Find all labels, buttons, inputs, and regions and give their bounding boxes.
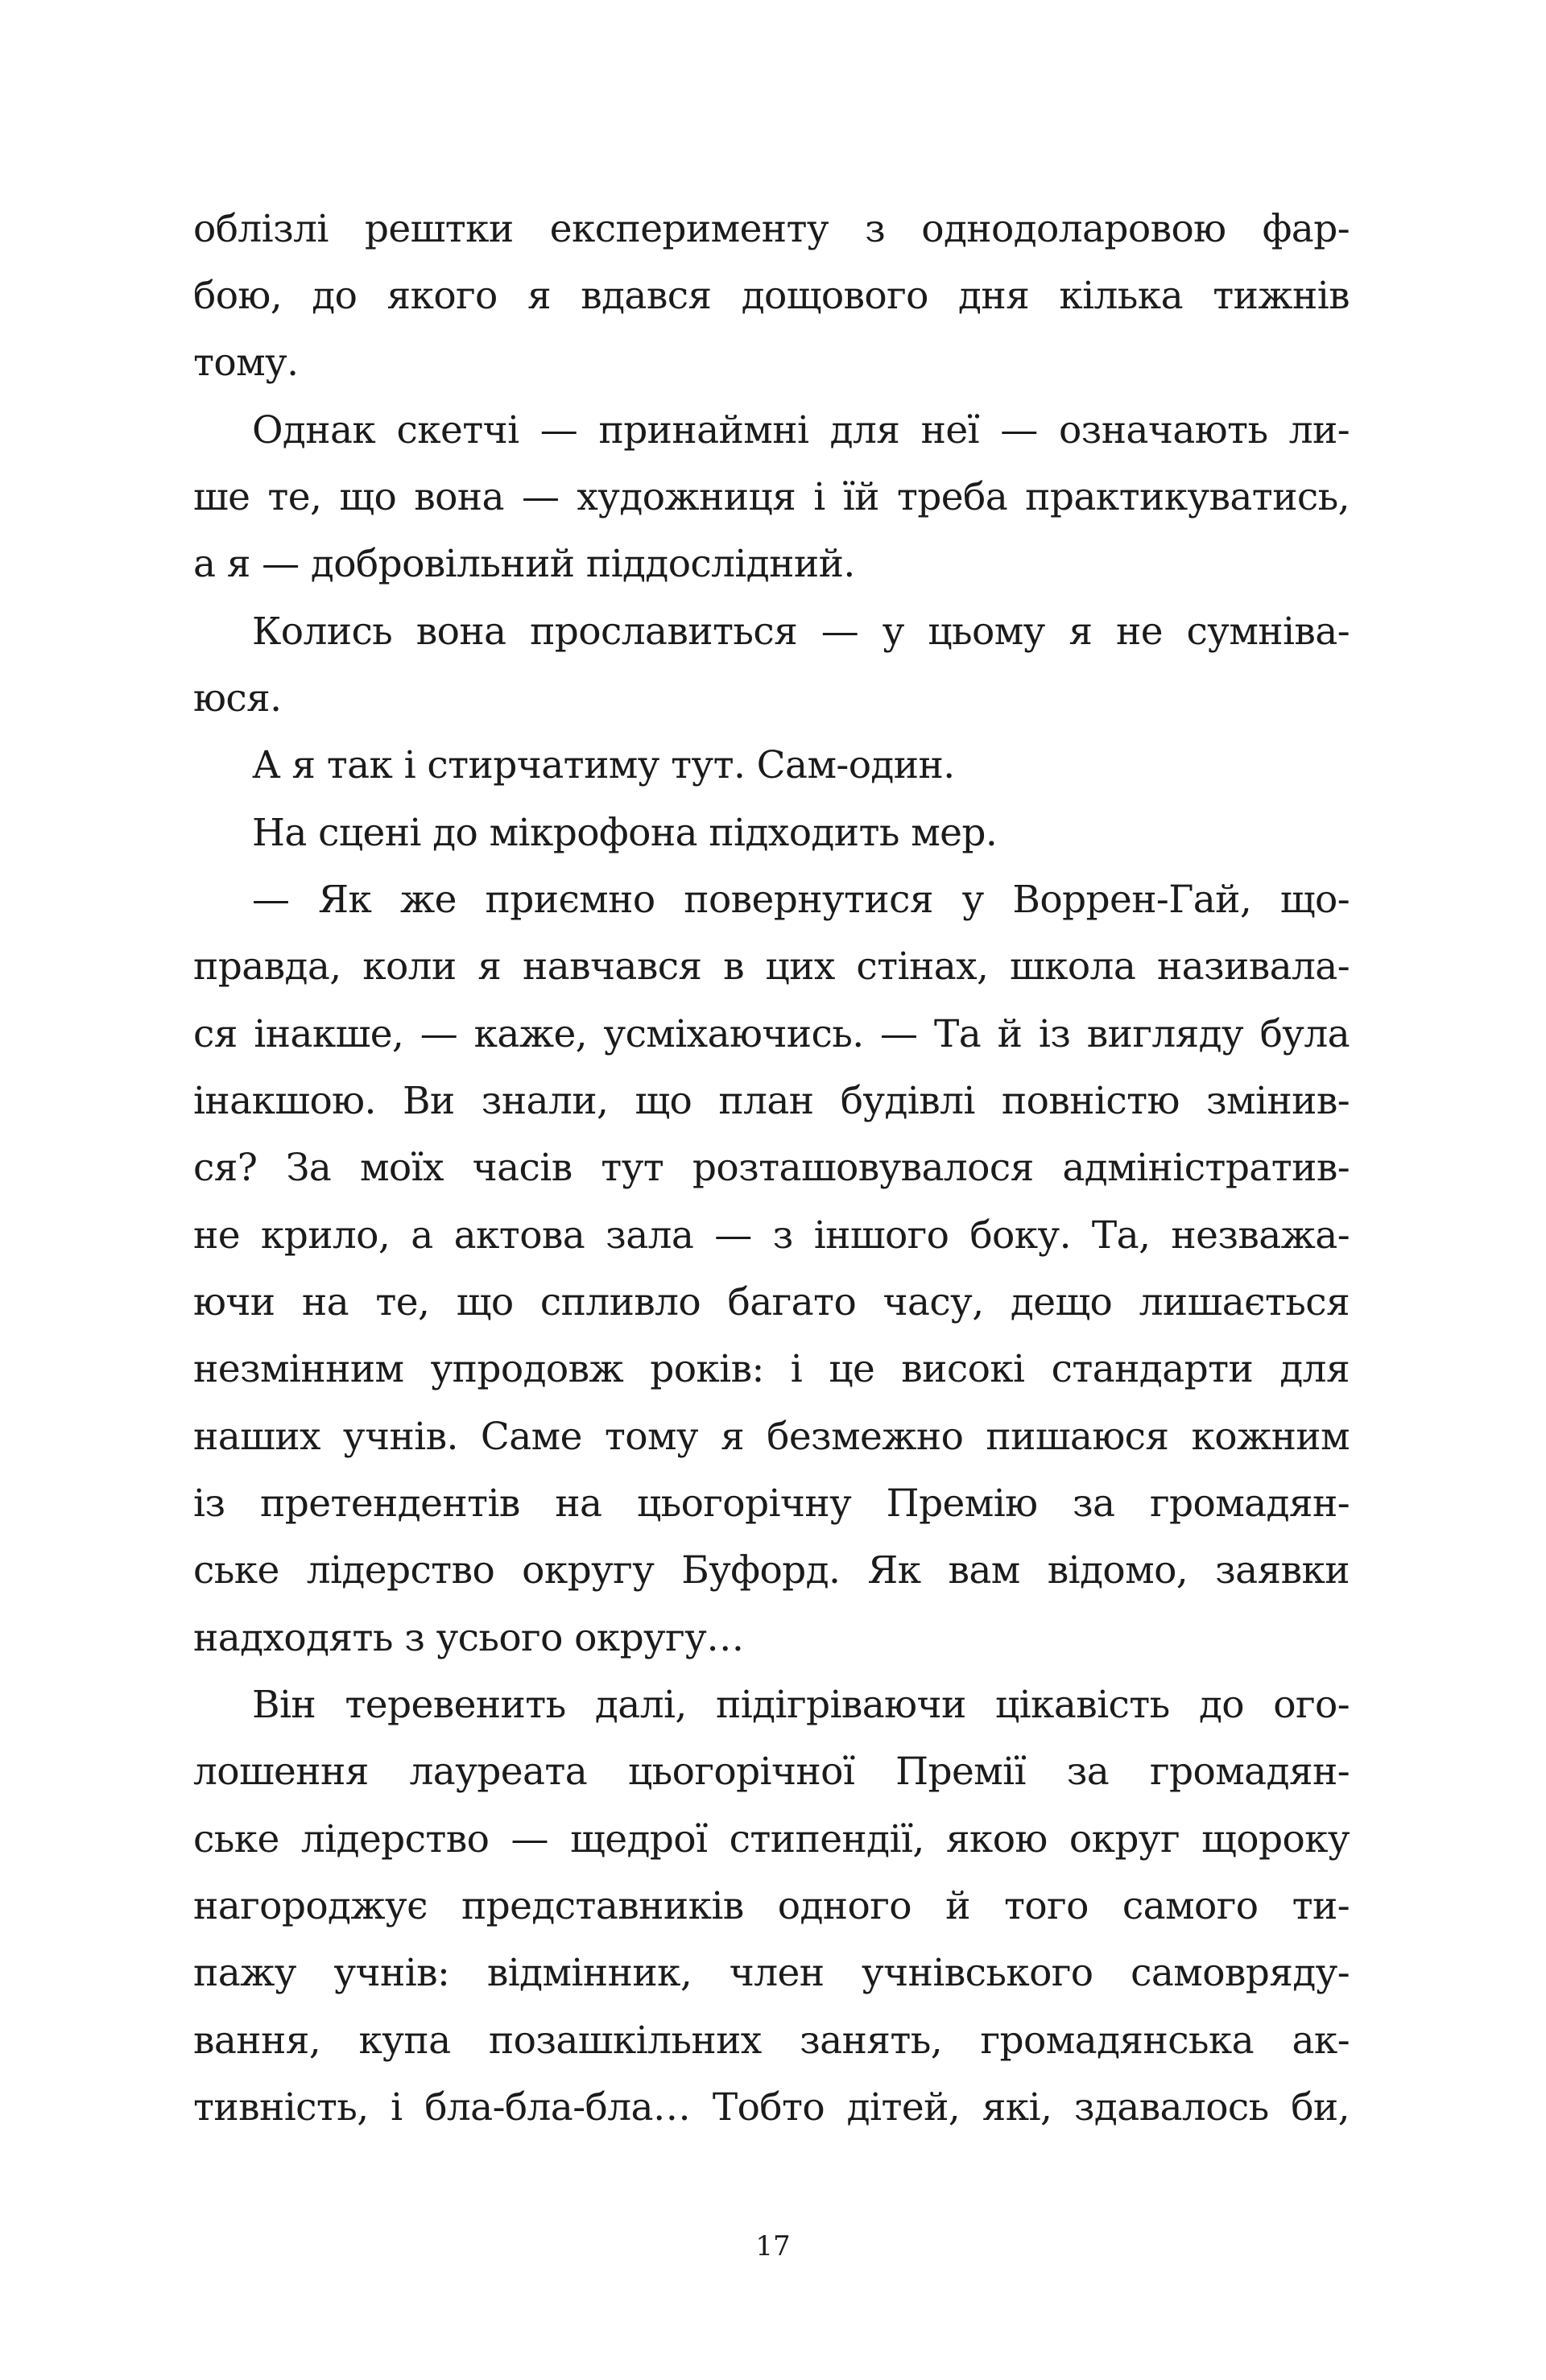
- text-line: ське лідерство округу Буфорд. Як вам відомо, заявки: [193, 1548, 1350, 1593]
- text-line: із претендентів на цьогорічну Премію за громадян-: [193, 1481, 1350, 1526]
- text-line: тивність, і бла-бла-бла… Тобто дітей, які, здавалось би,: [193, 2085, 1350, 2130]
- text-line: надходять з усього округу…: [193, 1616, 744, 1660]
- text-line: ше те, що вона — художниця і їй треба практикуватись,: [193, 475, 1350, 519]
- text-line: не крило, а актова зала — з іншого боку. Та, незважа-: [193, 1213, 1350, 1258]
- text-line: Він теревенить далі, підігріваючи цікавість до ого-: [252, 1683, 1350, 1727]
- text-line: ючи на те, що спливло багато часу, дещо лишається: [193, 1280, 1350, 1324]
- page-number: 17: [755, 2230, 791, 2262]
- text-line: нагороджує представників одного й того самого ти-: [193, 1884, 1350, 1928]
- text-line: ся інакше, — каже, усміхаючись. — Та й із вигляду була: [193, 1012, 1350, 1056]
- text-line: ся? За моїх часів тут розташовувалося адміністратив-: [193, 1146, 1350, 1190]
- text-line: — Як же приємно повернутися у Воррен-Гай, що-: [252, 878, 1350, 922]
- text-line: облізлі рештки експерименту з однодоларовою фар-: [193, 207, 1350, 251]
- text-line: На сцені до мікрофона підходить мер.: [252, 811, 998, 855]
- text-line: тому.: [193, 341, 299, 385]
- text-line: А я так і стирчатиму тут. Сам-один.: [252, 743, 955, 787]
- text-line: бою, до якого я вдався дощового дня кілька тижнів: [193, 274, 1350, 318]
- text-line: Однак скетчі — принаймні для неї — означають ли-: [252, 408, 1350, 452]
- text-line: інакшою. Ви знали, що план будівлі повністю змінив-: [193, 1079, 1350, 1123]
- text-line: незмінним упродовж років: і це високі стандарти для: [193, 1347, 1350, 1391]
- text-line: правда, коли я навчався в цих стінах, школа називала-: [193, 944, 1350, 989]
- text-line: наших учнів. Саме тому я безмежно пишаюся кожним: [193, 1415, 1350, 1459]
- text-line: юся.: [193, 676, 282, 721]
- text-line: ське лідерство — щедрої стипендії, якою округ щороку: [193, 1817, 1350, 1861]
- text-line: пажу учнів: відмінник, член учнівського самовряду-: [193, 1951, 1350, 1995]
- text-line: вання, купа позашкільних занять, громадянська ак-: [193, 2018, 1350, 2063]
- text-line: Колись вона прославиться — у цьому я не сумніва-: [252, 609, 1350, 654]
- text-line: лошення лауреата цьогорічної Премії за громадян-: [193, 1750, 1350, 1794]
- text-line: а я — добровільний піддослідний.: [193, 542, 855, 586]
